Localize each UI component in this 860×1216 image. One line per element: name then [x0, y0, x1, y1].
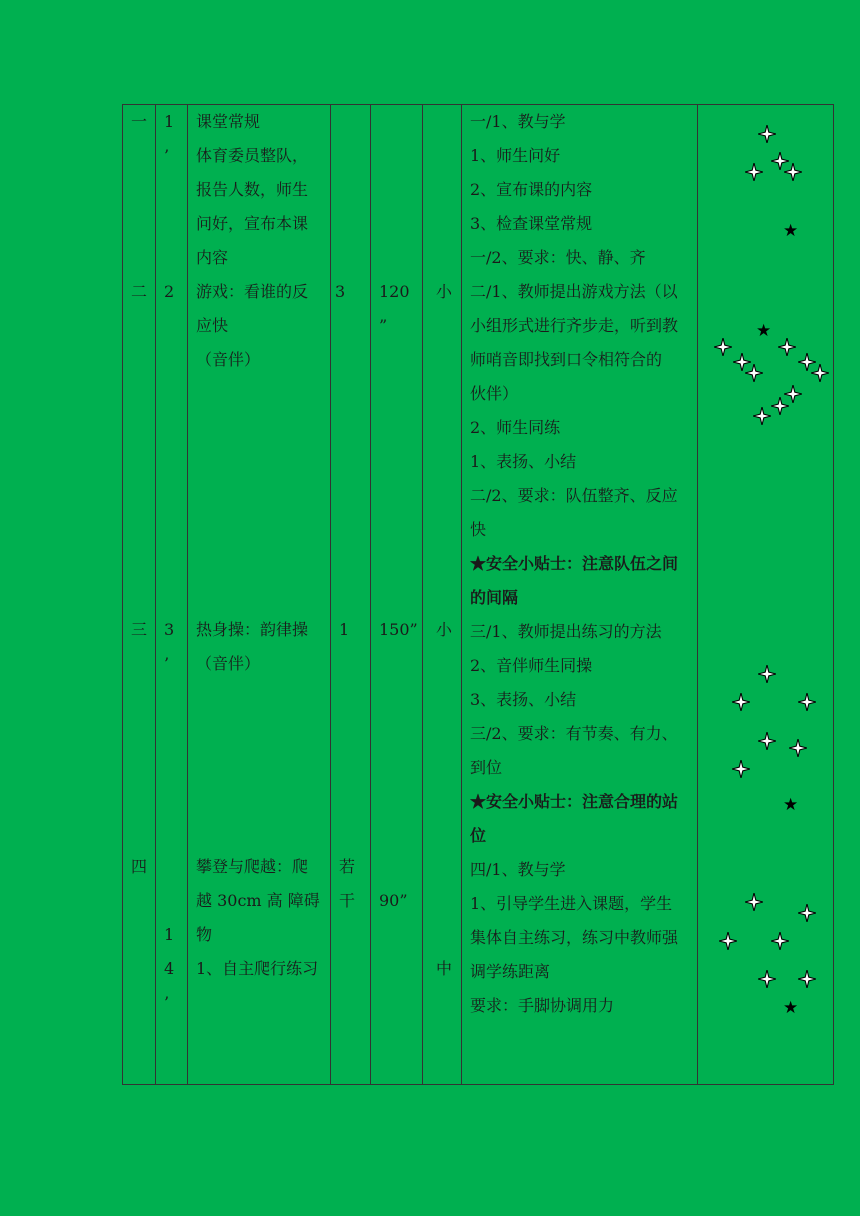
section-times: 3	[335, 282, 346, 301]
student-position-icon	[758, 732, 776, 750]
method-line: 1、师生问好	[470, 146, 561, 165]
section-intensity: 中	[436, 959, 453, 978]
section-content	[196, 275, 308, 377]
section-times: 1	[339, 620, 350, 639]
student-position-icon	[771, 397, 789, 415]
content-line: 热身操：韵律操	[196, 620, 309, 639]
method-line: 2、音伴师生同操	[470, 656, 593, 675]
student-position-icon	[732, 760, 750, 778]
method-line: 2、师生同练	[470, 418, 561, 437]
method-line: 一/2、要求：快、静、齐	[470, 248, 646, 267]
safety-tip-line: ★安全小贴士：注意合理的站	[470, 792, 679, 811]
student-position-icon	[811, 364, 829, 382]
method-line: 快	[470, 520, 487, 539]
section-number: 一	[131, 112, 148, 131]
section-time: 3 ’	[164, 620, 175, 673]
student-position-icon	[745, 364, 763, 382]
safety-tip-line: 位	[470, 826, 487, 845]
teacher-position-icon: ★	[783, 998, 799, 1018]
safety-tip-line: ★安全小贴士：注意队伍之间	[470, 554, 679, 573]
section-duration: 150”	[379, 620, 418, 639]
column-divider	[422, 105, 423, 1084]
content-line: 报告人数，师生	[196, 180, 309, 199]
content-line: 问好，宣布本课	[196, 214, 309, 233]
teacher-position-icon: ★	[783, 221, 799, 241]
teacher-position-icon: ★	[783, 795, 799, 815]
student-position-icon	[714, 338, 732, 356]
content-line: （音伴）	[196, 350, 261, 369]
column-divider	[330, 105, 331, 1084]
section-intensity: 小	[436, 282, 453, 301]
student-position-icon	[732, 693, 750, 711]
student-position-icon	[789, 739, 807, 757]
student-position-icon	[778, 338, 796, 356]
section-duration: 120 ”	[379, 282, 410, 335]
teaching-method-column	[470, 105, 678, 1023]
content-line: 游戏：看谁的反	[196, 282, 309, 301]
content-line: 内容	[196, 248, 229, 267]
method-line: 要求：手脚协调用力	[470, 996, 615, 1015]
section-number: 二	[131, 282, 148, 301]
method-line: 1、引导学生进入课题，学生	[470, 894, 673, 913]
column-divider	[187, 105, 188, 1084]
content-line: 越 30cm 高 障碍	[196, 891, 320, 910]
section-time: 2	[164, 282, 175, 301]
student-position-icon	[798, 693, 816, 711]
method-line: 3、表扬、小结	[470, 690, 577, 709]
student-position-icon	[758, 125, 776, 143]
method-line: 3、检查课堂常规	[470, 214, 593, 233]
section-times: 若 干	[339, 857, 356, 910]
column-divider	[697, 105, 698, 1084]
column-divider	[461, 105, 462, 1084]
student-position-icon	[745, 163, 763, 181]
content-line: 体育委员整队，	[196, 146, 309, 165]
column-divider	[155, 105, 156, 1084]
student-position-icon	[758, 665, 776, 683]
lesson-plan-table	[122, 104, 834, 1085]
method-line: 四/1、教与学	[470, 860, 566, 879]
method-line: 二/2、要求：队伍整齐、反应	[470, 486, 678, 505]
content-line: 课堂常规	[196, 112, 261, 131]
method-line: 伙伴）	[470, 384, 519, 403]
student-position-icon	[745, 893, 763, 911]
method-line: 一/1、教与学	[470, 112, 566, 131]
section-number: 四	[131, 857, 148, 876]
method-line: 2、宣布课的内容	[470, 180, 593, 199]
section-intensity: 小	[436, 620, 453, 639]
student-position-icon	[771, 932, 789, 950]
section-number: 三	[131, 620, 148, 639]
method-line: 小组形式进行齐步走，听到教	[470, 316, 679, 335]
section-content	[196, 105, 308, 275]
teacher-position-icon: ★	[756, 321, 772, 341]
method-line: 师哨音即找到口令相符合的	[470, 350, 663, 369]
method-line: 三/2、要求：有节奏、有力、	[470, 724, 678, 743]
section-time: 1 ’	[164, 112, 175, 165]
student-position-icon	[719, 932, 737, 950]
content-line: （音伴）	[196, 654, 261, 673]
column-divider	[370, 105, 371, 1084]
section-content	[196, 613, 308, 681]
method-line: 三/1、教师提出练习的方法	[470, 622, 662, 641]
content-line: 1、自主爬行练习	[196, 959, 319, 978]
section-time: 1 4 ’	[164, 925, 175, 1012]
student-position-icon	[758, 970, 776, 988]
method-line: 1、表扬、小结	[470, 452, 577, 471]
student-position-icon	[798, 970, 816, 988]
content-line: 攀登与爬越：爬	[196, 857, 309, 876]
method-line: 集体自主练习，练习中教师强	[470, 928, 679, 947]
student-position-icon	[753, 407, 771, 425]
method-line: 调学练距离	[470, 962, 551, 981]
student-position-icon	[798, 904, 816, 922]
content-line: 物	[196, 925, 213, 944]
method-line: 到位	[470, 758, 503, 777]
content-line: 应快	[196, 316, 229, 335]
section-duration: 90”	[379, 891, 408, 910]
student-position-icon	[784, 163, 802, 181]
section-content	[196, 850, 320, 986]
safety-tip-line: 的间隔	[470, 588, 519, 607]
method-line: 二/1、教师提出游戏方法（以	[470, 282, 678, 301]
